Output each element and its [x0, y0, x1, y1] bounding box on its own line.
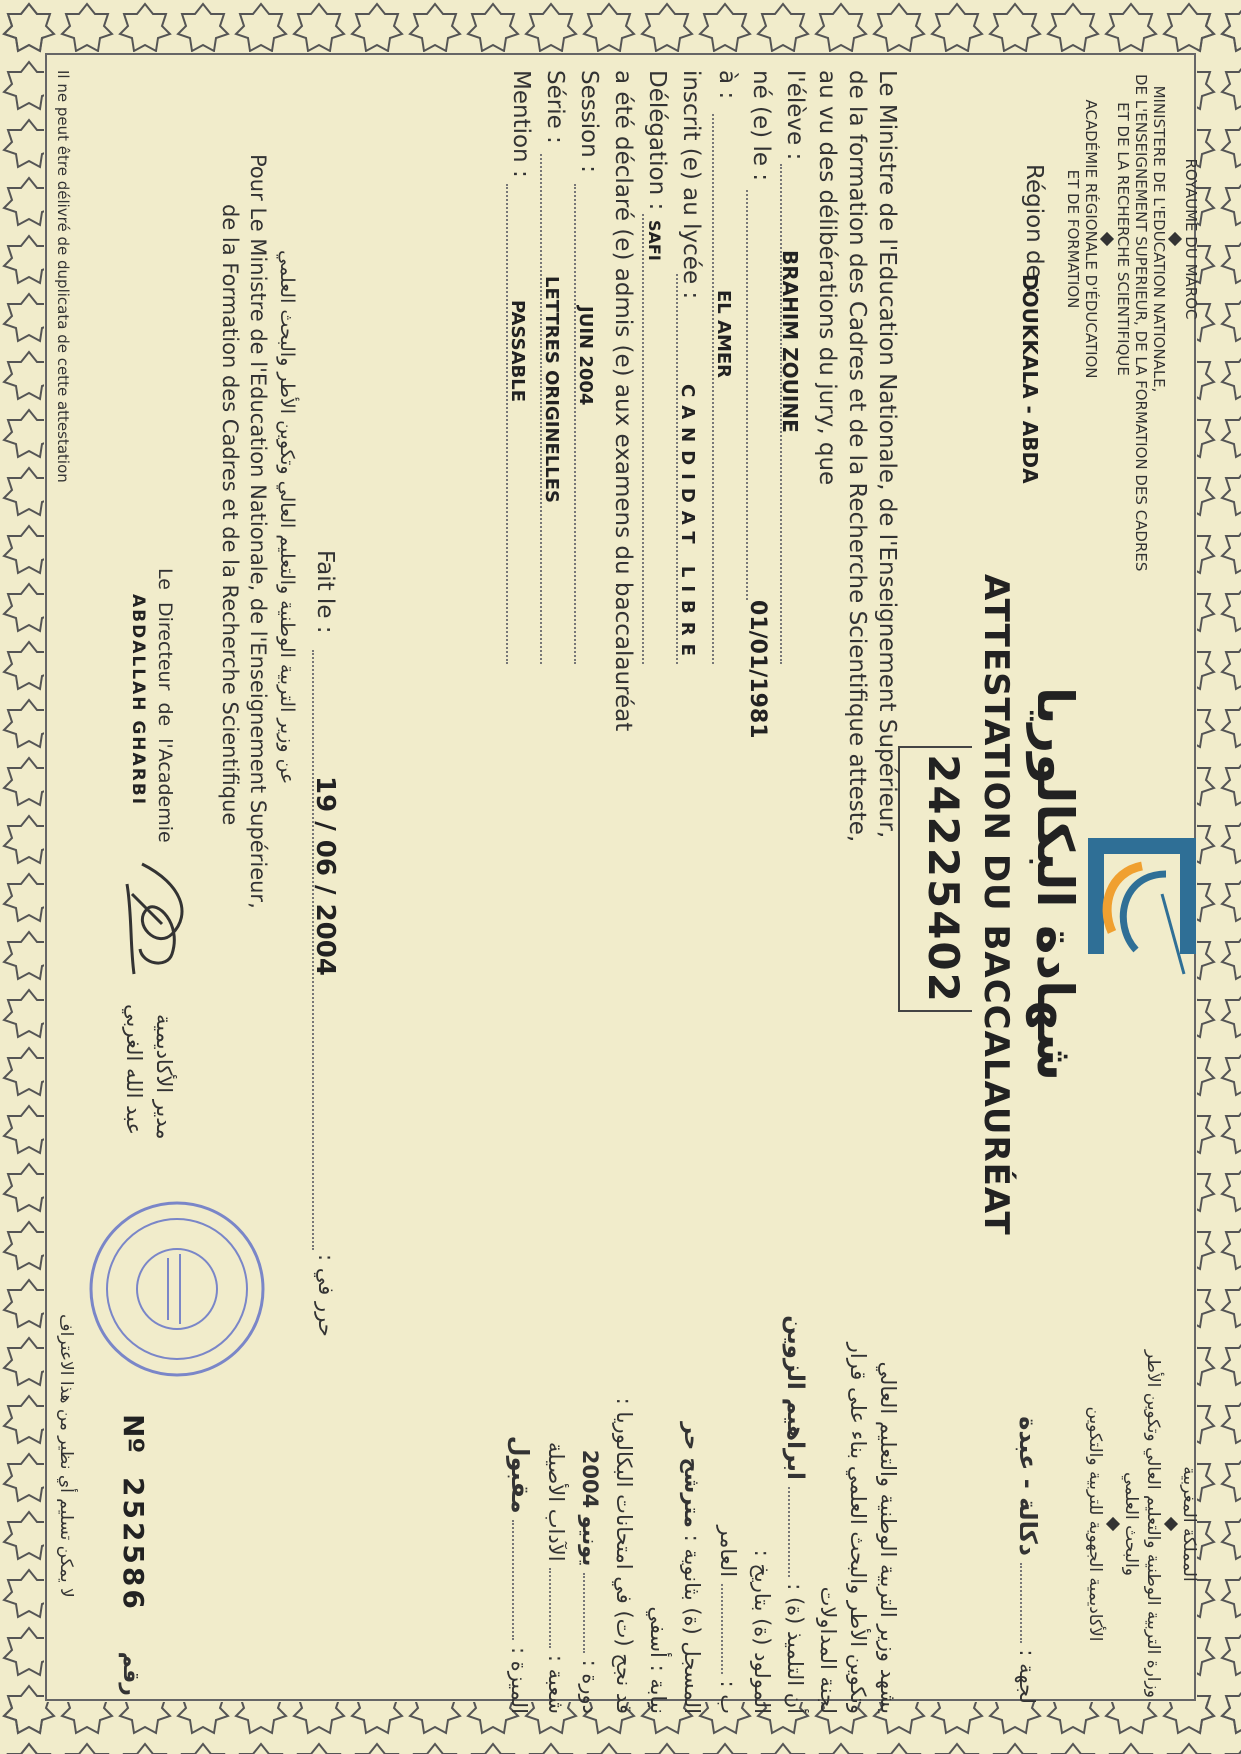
region-value: DOUKKALA - ABDA	[1018, 274, 1042, 484]
mention-ar-value: مقبول	[506, 1435, 534, 1514]
student-ar-row	[782, 1014, 808, 1714]
number-box	[898, 746, 972, 1012]
done-label: Fait le :	[312, 550, 338, 634]
session-ar-row	[578, 1014, 602, 1714]
header-diamond-icon	[1168, 232, 1182, 246]
header-diamond-icon	[1100, 232, 1114, 246]
behalf-fr-2: de la Formation des Cadres et de la Recherche Scientifique	[218, 204, 242, 826]
place-value: EL AMER	[713, 290, 734, 379]
region-ar	[1014, 1354, 1042, 1704]
school-value: CANDIDAT LIBRE	[677, 384, 698, 664]
session-label: Session :	[576, 70, 602, 173]
born-label: né (e) le :	[748, 70, 774, 182]
delegation-ar-value: أسفي	[646, 1606, 670, 1658]
serial-label-fr: Nº	[117, 1414, 150, 1454]
region-label: Région de :	[1021, 164, 1047, 294]
region-ar-label: لجهة :	[1015, 1649, 1039, 1704]
school-label: inscrit (e) au lycée :	[678, 70, 704, 300]
official-stamp-icon	[82, 1194, 272, 1384]
delegation-label: Délégation :	[644, 70, 670, 211]
serie-ar-label: شعبة :	[544, 1654, 568, 1714]
place-ar-label: ب :	[716, 1680, 740, 1714]
academy-logo-icon	[1082, 824, 1202, 984]
header-ar	[1084, 1334, 1200, 1714]
rotated-document	[18, 14, 1222, 1740]
ministry-ar-2: والبحث العلمي	[1121, 1471, 1141, 1577]
serial-value: 252586	[117, 1476, 150, 1612]
behalf-ar: عن وزير التربية الوطنية والتعليم العالي وتكوين الأطر والبحث العلمي	[276, 250, 298, 785]
director-fr: Le Directeur de l'Academie	[154, 568, 176, 843]
behalf-fr-1: Pour Le Ministre de l'Education Nationale, de l'Enseignement Supérieur,	[246, 154, 270, 909]
session-ar-value: يونيو 2004	[578, 1449, 602, 1567]
school-ar-label: المسجل (ة) بثانوية :	[680, 1534, 704, 1714]
admitted-fr: a été déclaré (e) admis (e) aux examens du baccalauréat	[610, 70, 636, 732]
kingdom-ar: المملكة المغربية	[1179, 1466, 1199, 1582]
session-ar-label: دورة :	[578, 1659, 602, 1714]
director-name-fr: ABDALLAH GHARBI	[128, 594, 148, 807]
student-ar-value: ابراهيم الزوين	[782, 1315, 808, 1480]
ministry-line-2: DE L'ENSEIGNEMENT SUPERIEUR, DE LA FORMATION DES CADRES	[1132, 74, 1150, 572]
kingdom-fr: ROYAUME DU MAROC	[1182, 158, 1200, 320]
mention-label: Mention :	[508, 70, 534, 178]
admitted-ar: قد نجح (ت) في امتحانات البكالوريا :	[612, 1397, 636, 1714]
academy-ar: الأكاديمية الجهوية للتربية والتكوين	[1085, 1406, 1105, 1642]
director-ar: مدير الأكاديمية	[152, 1014, 176, 1140]
done-value: 19 / 06 / 2004	[310, 776, 340, 976]
delegation-ar-label: نيابة :	[646, 1664, 670, 1714]
delegation-ar-row	[646, 1014, 670, 1714]
student-label: l'élève :	[782, 70, 808, 161]
header-diamond-icon	[1164, 1517, 1178, 1531]
ministry-ar-1: وزارة التربية الوطنية والتعليم العالي وتكوين الأطر	[1143, 1350, 1163, 1698]
student-value: BRAHIM ZOUINE	[778, 250, 802, 433]
school-ar-value: مترشح حر	[680, 1421, 704, 1528]
intro-fr-3: au vu des délibérations du jury, que	[814, 70, 840, 486]
mention-ar-label: الميزة :	[507, 1646, 531, 1714]
delegation-value: SAFI	[645, 220, 664, 261]
academy-line-2: ET DE FORMATION	[1064, 169, 1082, 309]
serie-label: Série :	[542, 70, 568, 144]
serie-ar-value: الآداب الأصيلة	[544, 1441, 568, 1562]
director-name-ar: عبد الله الغربي	[122, 1004, 146, 1135]
ministry-line-1: MINISTERE DE L'EDUCATION NATIONALE,	[1150, 85, 1168, 393]
signature-icon	[112, 854, 202, 994]
serie-ar-row	[544, 1014, 568, 1714]
intro-ar-3: لجنة المداولات	[816, 1586, 840, 1714]
ministry-line-3: ET DE LA RECHERCHE SCIENTIFIQUE	[1114, 102, 1132, 376]
academy-line-1: ACADÉMIE RÉGIONALE D'ÉDUCATION	[1082, 99, 1100, 379]
serial-number	[117, 1414, 150, 1696]
title-french: ATTESTATION DU BACCALAURÉAT	[976, 574, 1016, 1236]
place-label: à :	[714, 70, 740, 100]
region-ar-value: دكالة - عبدة	[1014, 1416, 1042, 1556]
header-fr	[1064, 74, 1200, 572]
intro-ar-1: يشهد وزير التربية الوطنية والتعليم العالي	[876, 1361, 900, 1714]
place-ar-row	[716, 1014, 740, 1714]
header-diamond-icon	[1106, 1517, 1120, 1531]
intro-fr-1: Le Ministre de l'Education Nationale, de l'Enseignement Supérieur,	[874, 70, 900, 839]
born-ar-label: المولود (ة) بتاريخ :	[750, 1549, 774, 1714]
duplicate-note-fr: Il ne peut être délivré de duplicata de cette attestation	[54, 70, 72, 483]
duplicate-note-ar: لا يمكن تسليم أي نظير من هذا الاعتراف	[56, 1314, 76, 1598]
school-ar-row	[680, 1014, 704, 1714]
title-arabic: شهادة البكالوريا	[1026, 686, 1084, 1082]
done-label-ar: حرر في :	[314, 1254, 338, 1337]
intro-fr-2: de la formation des Cadres et de la Recherche Scientifique atteste,	[844, 70, 870, 843]
mention-value: PASSABLE	[507, 300, 528, 403]
place-ar-value: العامر	[716, 1525, 740, 1578]
serie-value: LETTRES ORIGINELLES	[541, 276, 562, 504]
session-value: JUIN 2004	[575, 306, 596, 406]
serial-label-ar: رقم	[118, 1651, 143, 1696]
born-value: 01/01/1981	[745, 600, 770, 739]
student-ar-label: أن التلميذ (ة) :	[783, 1583, 807, 1714]
mention-ar-row	[506, 1014, 534, 1714]
intro-ar-2: وتكوين الأطر والبحث العلمي بناء على قرار	[846, 1342, 870, 1714]
attestation-number: 24225402	[919, 754, 968, 1004]
